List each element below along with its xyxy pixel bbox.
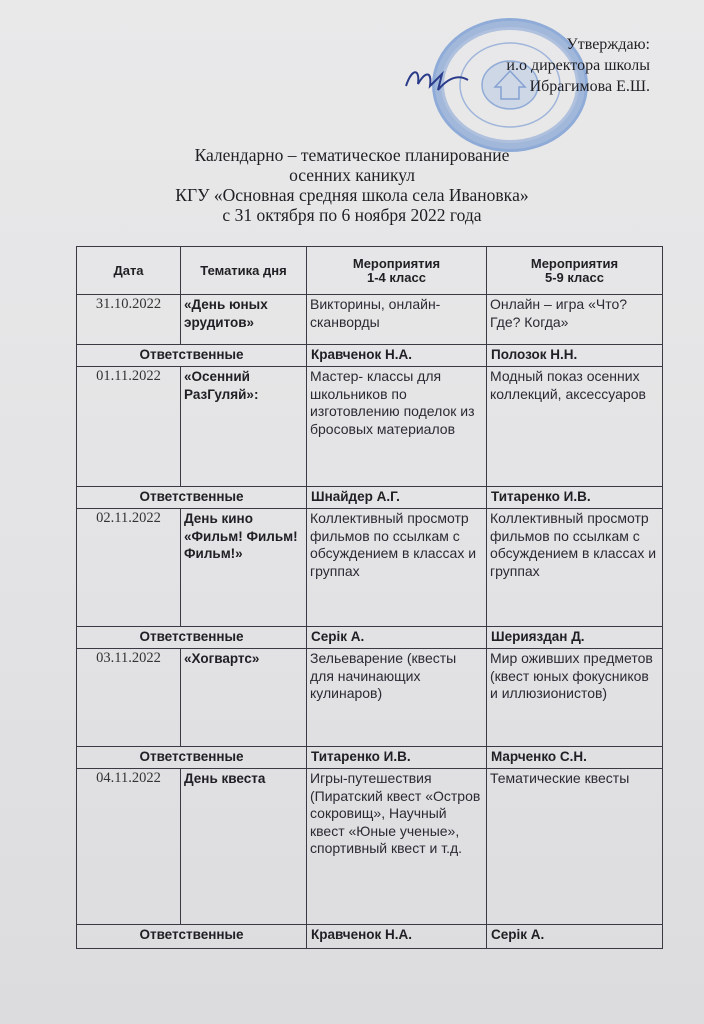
responsible-5-9: Титаренко И.В.	[487, 487, 663, 509]
row-date: 03.11.2022	[77, 649, 181, 747]
signature-mark	[402, 64, 472, 94]
title-line-1: Календарно – тематическое планирование	[194, 145, 510, 165]
approval-name: Ибрагимова Е.Ш.	[529, 78, 650, 95]
responsible-row	[77, 487, 663, 509]
responsible-label: Ответственные	[77, 487, 307, 509]
row-theme: День кино «Фильм! Фильм! Фильм!»	[181, 509, 307, 627]
responsible-1-4: Шнайдер А.Г.	[307, 487, 487, 509]
approval-title: Утверждаю:	[566, 36, 650, 53]
row-theme: «Хогвартс»	[181, 649, 307, 747]
table-row	[77, 367, 663, 487]
row-date: 01.11.2022	[77, 367, 181, 487]
table-row	[77, 295, 663, 345]
schedule-table	[76, 246, 663, 949]
row-date: 31.10.2022	[77, 295, 181, 345]
responsible-5-9: Полозок Н.Н.	[487, 345, 663, 367]
responsible-1-4: Кравченок Н.А.	[307, 925, 487, 949]
table-row	[77, 649, 663, 747]
responsible-1-4: Серік А.	[307, 627, 487, 649]
row-activity-1-4: Викторины, онлайн-сканворды	[307, 295, 487, 345]
responsible-label: Ответственные	[77, 925, 307, 949]
row-date: 02.11.2022	[77, 509, 181, 627]
responsible-row	[77, 925, 663, 949]
table-row	[77, 509, 663, 627]
table-row	[77, 769, 663, 925]
row-activity-5-9: Тематические квесты	[487, 769, 663, 925]
table-header-row	[77, 247, 663, 295]
responsible-1-4: Титаренко И.В.	[307, 747, 487, 769]
row-activity-5-9: Коллективный просмотр фильмов по ссылкам с обсуждением в классах и группах	[487, 509, 663, 627]
responsible-label: Ответственные	[77, 345, 307, 367]
row-activity-1-4: Коллективный просмотр фильмов по ссылкам с обсуждением в классах и группах	[307, 509, 487, 627]
responsible-5-9: Шерияздан Д.	[487, 627, 663, 649]
responsible-label: Ответственные	[77, 747, 307, 769]
header-theme: Тематика дня	[181, 247, 307, 295]
responsible-label: Ответственные	[77, 627, 307, 649]
header-activities-5-9: Мероприятия 5-9 класс	[487, 247, 663, 295]
title-line-3: КГУ «Основная средняя школа села Ивановкa»	[175, 185, 529, 205]
title-line-2: осенних каникул	[289, 165, 415, 185]
row-theme: «Осенний РазГуляй»:	[181, 367, 307, 487]
responsible-row	[77, 627, 663, 649]
header-activities-1-4: Мероприятия 1-4 класс	[307, 247, 487, 295]
row-theme: День квеста	[181, 769, 307, 925]
row-activity-5-9: Онлайн – игра «Что? Где? Когда»	[487, 295, 663, 345]
row-activity-5-9: Мир оживших предметов (квест юных фокусников и иллюзионистов)	[487, 649, 663, 747]
responsible-5-9: Серік А.	[487, 925, 663, 949]
title-line-4: с 31 октября по 6 ноября 2022 года	[222, 205, 482, 225]
approval-block	[506, 34, 650, 97]
row-activity-1-4: Игры-путешествия (Пиратский квест «Остров сокровищ», Научный квест «Юные ученые», спортивный квест и т.д.	[307, 769, 487, 925]
row-theme: «День юных эрудитов»	[181, 295, 307, 345]
row-activity-5-9: Модный показ осенних коллекций, аксессуаров	[487, 367, 663, 487]
responsible-row	[77, 345, 663, 367]
row-date: 04.11.2022	[77, 769, 181, 925]
row-activity-1-4: Зельеварение (квесты для начинающих кулинаров)	[307, 649, 487, 747]
responsible-5-9: Марченко С.Н.	[487, 747, 663, 769]
responsible-1-4: Кравченок Н.А.	[307, 345, 487, 367]
approval-position: и.о директора школы	[506, 57, 650, 74]
responsible-row	[77, 747, 663, 769]
row-activity-1-4: Мастер- классы для школьников по изготовлению поделок из бросовых материалов	[307, 367, 487, 487]
document-title	[0, 145, 704, 225]
header-date: Дата	[77, 247, 181, 295]
